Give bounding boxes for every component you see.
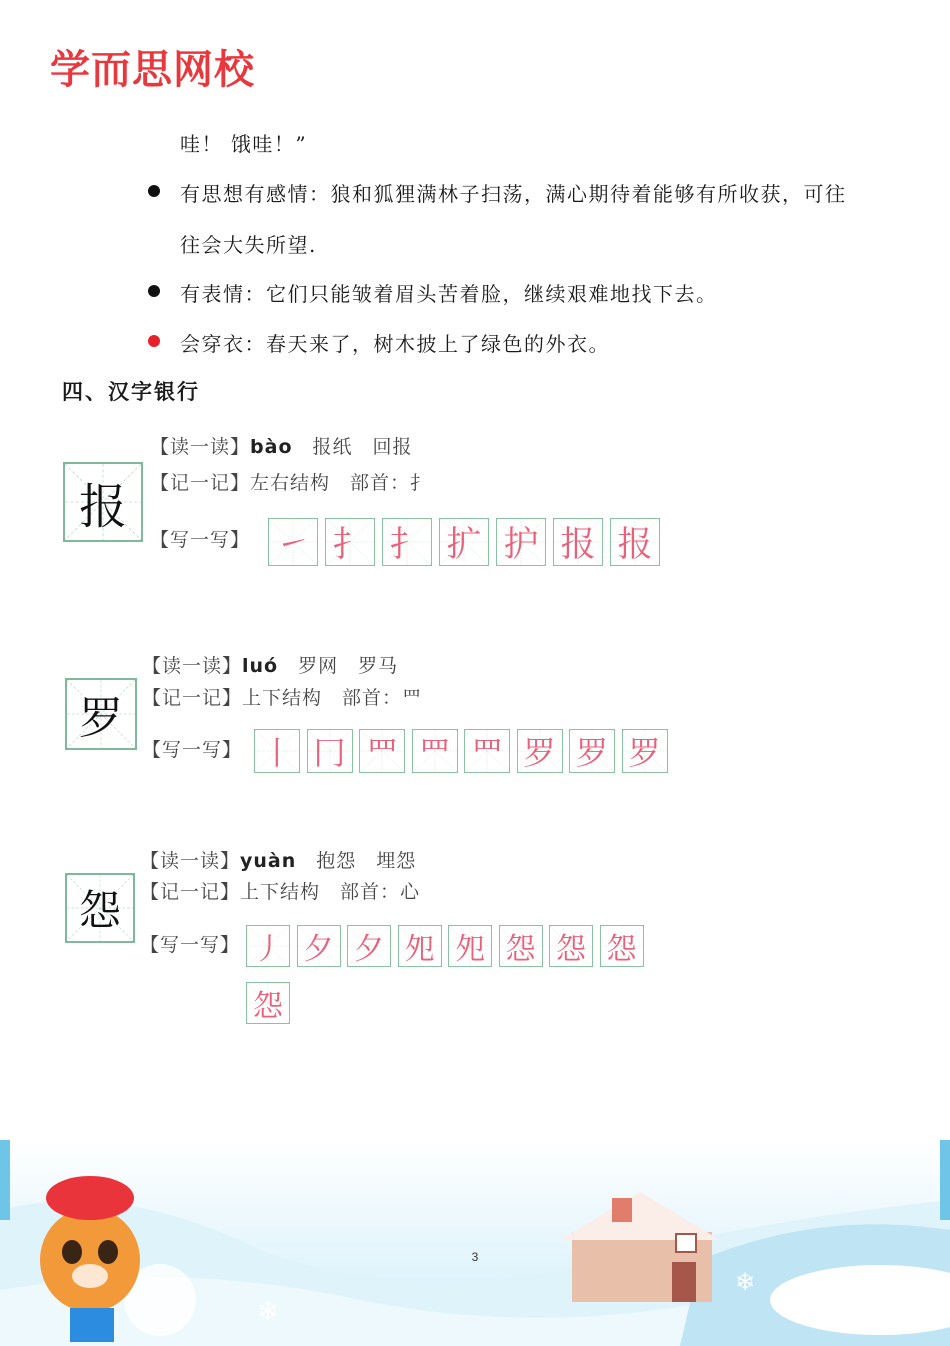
stroke-step: 丿	[253, 932, 283, 967]
stroke-step: 夕	[303, 932, 334, 967]
stroke-step: 护	[503, 525, 539, 565]
stroke-order-cell	[517, 729, 563, 773]
svg-text:❄: ❄	[735, 1268, 756, 1296]
structure-info: 上下结构 部首：罒	[242, 687, 423, 709]
section-title: 四、汉字银行	[62, 379, 200, 404]
example-words: 抱怨 埋怨	[316, 850, 417, 872]
pinyin: yuàn	[240, 850, 297, 872]
write-label: 【写一写】	[142, 739, 243, 761]
stroke-order-cell	[254, 729, 300, 773]
stroke-step: 怨	[606, 932, 637, 967]
stroke-step: 报	[617, 525, 653, 565]
main-character: 罗	[79, 693, 123, 744]
stroke-order-cell	[347, 925, 391, 967]
stroke-order-cell	[439, 518, 489, 566]
bullet-text: 有思想有感情：狼和狐狸满林子扫荡，满心期待着能够有所收获，可往	[180, 182, 847, 206]
example-words: 报纸 回报	[312, 436, 413, 458]
footer-illustration	[0, 1140, 950, 1346]
stroke-order-cell	[569, 729, 615, 773]
stroke-step: 扌	[332, 525, 368, 565]
read-line	[150, 432, 413, 459]
stroke-order-cell	[382, 518, 432, 566]
stroke-order-cell	[246, 982, 290, 1024]
stroke-order-cell	[297, 925, 341, 967]
stroke-order-cell	[464, 729, 510, 773]
stroke-order-cell	[622, 729, 668, 773]
main-character: 报	[78, 478, 127, 535]
structure-info: 上下结构 部首：心	[240, 881, 421, 903]
main-character: 怨	[78, 886, 121, 935]
stroke-order-cell	[448, 925, 492, 967]
pinyin: luó	[242, 655, 279, 677]
stroke-order-cell	[553, 518, 603, 566]
stroke-step: ㇀	[275, 525, 311, 565]
brand-logo: 学而思网校	[50, 47, 255, 93]
remember-line	[150, 468, 430, 495]
stroke-order-cell	[325, 518, 375, 566]
remember-line	[140, 877, 420, 904]
read-label: 【读一读】	[150, 436, 251, 458]
stroke-step: 夕	[354, 932, 384, 967]
stroke-order-cell	[412, 729, 458, 773]
stroke-order-cell	[610, 518, 660, 566]
bullet-dot	[148, 285, 160, 297]
stroke-order-cell	[398, 925, 442, 967]
stroke-step: 夗	[455, 932, 485, 967]
stroke-step: 罒	[418, 734, 451, 772]
stroke-step: 扩	[446, 525, 482, 565]
stroke-order-cell	[307, 729, 353, 773]
stroke-order-cell	[246, 925, 290, 967]
stroke-order-cell	[268, 518, 318, 566]
write-label: 【写一写】	[150, 529, 251, 551]
pinyin: bào	[250, 436, 293, 458]
remember-line	[142, 683, 422, 710]
bullet-text-continued: 往会大失所望.	[180, 233, 317, 257]
stroke-order-cell	[499, 925, 543, 967]
continuation-text: 哇！ 饿哇！”	[180, 132, 308, 156]
bullet-dot	[148, 185, 160, 197]
bullet-text: 有表情：它们只能皱着眉头苦着脸，继续艰难地找下去。	[180, 282, 718, 306]
stroke-step: 丨	[260, 734, 293, 772]
stroke-step: 罗	[523, 734, 556, 772]
read-line	[142, 651, 398, 678]
practice-char-box	[63, 462, 143, 542]
bullet-text: 会穿衣：春天来了，树木披上了绿色的外衣。	[180, 332, 610, 356]
stroke-step: 罗	[628, 734, 661, 772]
write-label: 【写一写】	[140, 934, 241, 956]
stroke-order-cell	[549, 925, 593, 967]
bullet-dot	[148, 335, 160, 347]
stroke-step: 冂	[313, 734, 346, 772]
example-words: 罗网 罗马	[298, 655, 399, 677]
stroke-step: 扌	[389, 525, 425, 565]
stroke-step: 罒	[365, 734, 398, 772]
stroke-step: 罒	[470, 734, 503, 772]
structure-info: 左右结构 部首：扌	[250, 472, 431, 494]
read-label: 【读一读】	[140, 850, 241, 872]
stroke-order-cell	[496, 518, 546, 566]
svg-text:❄: ❄	[257, 1297, 279, 1327]
stroke-step: 夗	[404, 932, 435, 967]
read-label: 【读一读】	[142, 655, 243, 677]
stroke-step: 怨	[505, 932, 536, 967]
stroke-step: 怨	[253, 989, 283, 1024]
remember-label: 【记一记】	[150, 472, 251, 494]
remember-label: 【记一记】	[142, 687, 243, 709]
remember-label: 【记一记】	[140, 881, 241, 903]
practice-char-box	[65, 873, 135, 943]
page-number: 3	[471, 1250, 479, 1264]
stroke-step: 报	[560, 525, 596, 565]
practice-char-box	[65, 678, 137, 750]
stroke-order-cell	[359, 729, 405, 773]
read-line	[140, 846, 416, 873]
stroke-step: 罗	[575, 734, 608, 772]
stroke-step: 怨	[556, 932, 586, 967]
stroke-order-cell	[600, 925, 644, 967]
